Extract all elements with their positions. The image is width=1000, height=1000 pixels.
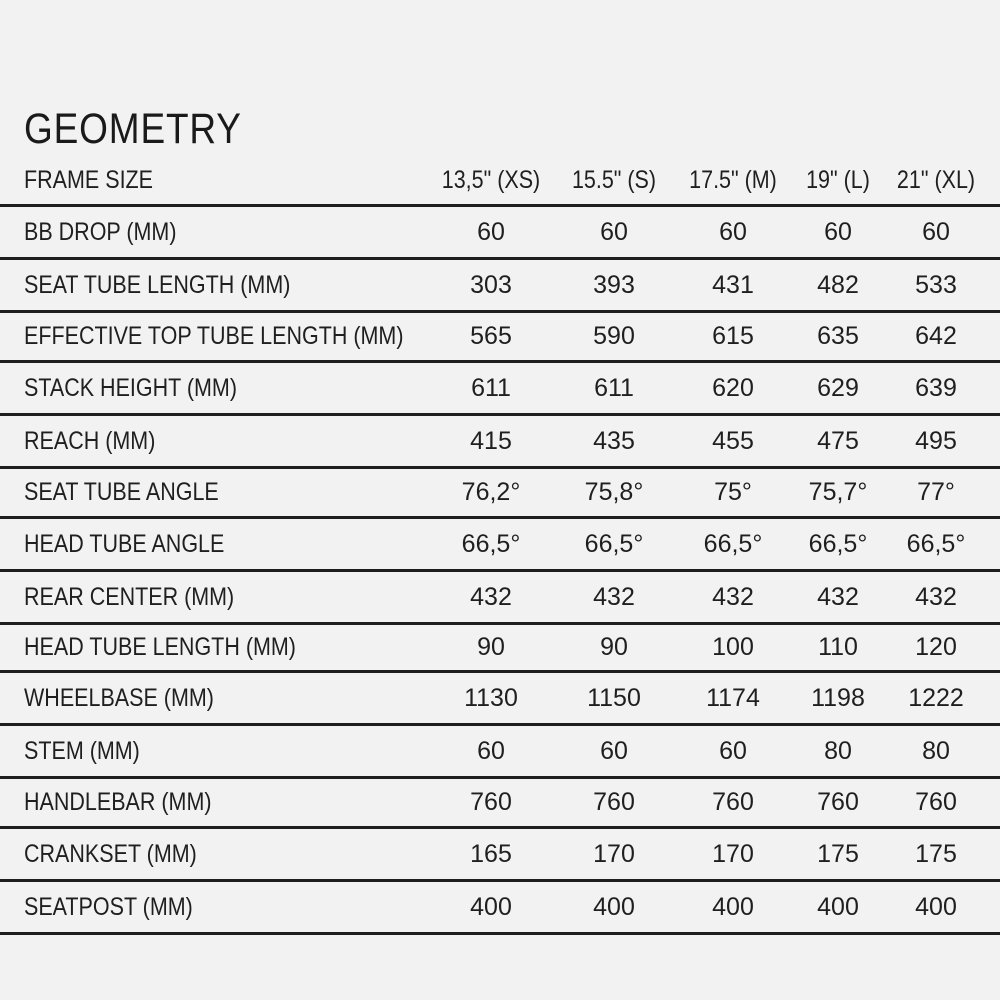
header-label: FRAME SIZE bbox=[24, 166, 154, 194]
table-row bbox=[0, 882, 1000, 935]
size-header-l: 19" (L) bbox=[806, 166, 870, 194]
row-value: 642 bbox=[915, 322, 957, 350]
row-value: 400 bbox=[712, 893, 754, 921]
table-row bbox=[0, 469, 1000, 519]
row-value: 165 bbox=[470, 840, 512, 868]
table-row bbox=[0, 519, 1000, 572]
table-row bbox=[0, 207, 1000, 260]
row-label: HANDLEBAR (MM) bbox=[24, 788, 212, 816]
row-value: 170 bbox=[712, 840, 754, 868]
row-value: 66,5° bbox=[461, 530, 521, 558]
table-row bbox=[0, 625, 1000, 673]
row-value: 66,5° bbox=[906, 530, 966, 558]
row-label: BB DROP (MM) bbox=[24, 218, 177, 246]
row-value: 533 bbox=[915, 271, 957, 299]
row-value: 60 bbox=[719, 218, 747, 246]
table-row bbox=[0, 673, 1000, 726]
row-value: 66,5° bbox=[703, 530, 763, 558]
row-value: 635 bbox=[817, 322, 859, 350]
size-header-xl: 21" (XL) bbox=[896, 166, 976, 194]
row-value: 120 bbox=[915, 633, 957, 661]
row-value: 1130 bbox=[464, 684, 518, 712]
row-value: 400 bbox=[817, 893, 859, 921]
row-value: 432 bbox=[470, 583, 512, 611]
table-row bbox=[0, 363, 1000, 416]
row-label: WHEELBASE (MM) bbox=[24, 684, 214, 712]
row-value: 60 bbox=[477, 218, 505, 246]
row-value: 615 bbox=[712, 322, 754, 350]
row-value: 760 bbox=[817, 788, 859, 816]
row-label: EFFECTIVE TOP TUBE LENGTH (MM) bbox=[24, 322, 404, 350]
row-value: 590 bbox=[593, 322, 635, 350]
row-value: 1198 bbox=[811, 684, 865, 712]
row-value: 1174 bbox=[706, 684, 760, 712]
row-value: 80 bbox=[824, 737, 852, 765]
row-value: 455 bbox=[712, 427, 754, 455]
row-value: 75,8° bbox=[584, 478, 644, 506]
row-value: 415 bbox=[470, 427, 512, 455]
row-value: 60 bbox=[600, 737, 628, 765]
row-value: 90 bbox=[600, 633, 628, 661]
row-value: 611 bbox=[594, 374, 634, 402]
row-value: 432 bbox=[712, 583, 754, 611]
row-value: 611 bbox=[471, 374, 511, 402]
row-value: 100 bbox=[712, 633, 754, 661]
row-value: 76,2° bbox=[461, 478, 521, 506]
size-header-s: 15.5" (S) bbox=[571, 166, 657, 194]
row-label: STACK HEIGHT (MM) bbox=[24, 374, 238, 402]
row-value: 66,5° bbox=[584, 530, 644, 558]
row-value: 75° bbox=[714, 478, 752, 506]
row-label: CRANKSET (MM) bbox=[24, 840, 197, 868]
table-header-row bbox=[0, 157, 1000, 207]
row-value: 760 bbox=[593, 788, 635, 816]
row-label: REAR CENTER (MM) bbox=[24, 583, 235, 611]
row-value: 175 bbox=[915, 840, 957, 868]
row-value: 400 bbox=[915, 893, 957, 921]
table-row bbox=[0, 416, 1000, 469]
table-row bbox=[0, 572, 1000, 625]
row-value: 400 bbox=[470, 893, 512, 921]
row-value: 629 bbox=[817, 374, 859, 402]
table-row bbox=[0, 726, 1000, 779]
row-value: 77° bbox=[917, 478, 955, 506]
row-value: 393 bbox=[593, 271, 635, 299]
row-value: 475 bbox=[817, 427, 859, 455]
row-value: 760 bbox=[470, 788, 512, 816]
row-label: STEM (MM) bbox=[24, 737, 140, 765]
page-title: GEOMETRY bbox=[24, 105, 242, 153]
row-value: 60 bbox=[600, 218, 628, 246]
row-value: 110 bbox=[818, 633, 858, 661]
row-value: 482 bbox=[817, 271, 859, 299]
geometry-table bbox=[0, 157, 1000, 935]
row-label: SEAT TUBE ANGLE bbox=[24, 478, 219, 506]
row-value: 435 bbox=[593, 427, 635, 455]
row-value: 400 bbox=[593, 893, 635, 921]
size-header-xs: 13,5" (XS) bbox=[441, 166, 541, 194]
row-label: SEATPOST (MM) bbox=[24, 893, 193, 921]
row-value: 60 bbox=[922, 218, 950, 246]
row-label: SEAT TUBE LENGTH (MM) bbox=[24, 271, 291, 299]
row-value: 90 bbox=[477, 633, 505, 661]
row-value: 432 bbox=[593, 583, 635, 611]
size-header-m: 17.5" (M) bbox=[689, 166, 777, 194]
row-value: 495 bbox=[915, 427, 957, 455]
row-value: 565 bbox=[470, 322, 512, 350]
row-value: 760 bbox=[915, 788, 957, 816]
table-row bbox=[0, 829, 1000, 882]
row-value: 75,7° bbox=[808, 478, 868, 506]
row-value: 620 bbox=[712, 374, 754, 402]
row-value: 760 bbox=[712, 788, 754, 816]
row-value: 80 bbox=[922, 737, 950, 765]
row-value: 170 bbox=[593, 840, 635, 868]
row-value: 175 bbox=[817, 840, 859, 868]
row-value: 431 bbox=[712, 271, 754, 299]
row-value: 303 bbox=[470, 271, 512, 299]
row-value: 60 bbox=[824, 218, 852, 246]
row-value: 66,5° bbox=[808, 530, 868, 558]
table-row bbox=[0, 313, 1000, 363]
table-body bbox=[0, 207, 1000, 935]
table-row bbox=[0, 779, 1000, 829]
row-value: 60 bbox=[477, 737, 505, 765]
row-label: REACH (MM) bbox=[24, 427, 156, 455]
row-label: HEAD TUBE ANGLE bbox=[24, 530, 225, 558]
row-value: 60 bbox=[719, 737, 747, 765]
row-value: 432 bbox=[915, 583, 957, 611]
row-value: 1150 bbox=[587, 684, 641, 712]
row-value: 432 bbox=[817, 583, 859, 611]
table-row bbox=[0, 260, 1000, 313]
row-value: 639 bbox=[915, 374, 957, 402]
row-label: HEAD TUBE LENGTH (MM) bbox=[24, 633, 296, 661]
row-value: 1222 bbox=[908, 684, 964, 712]
